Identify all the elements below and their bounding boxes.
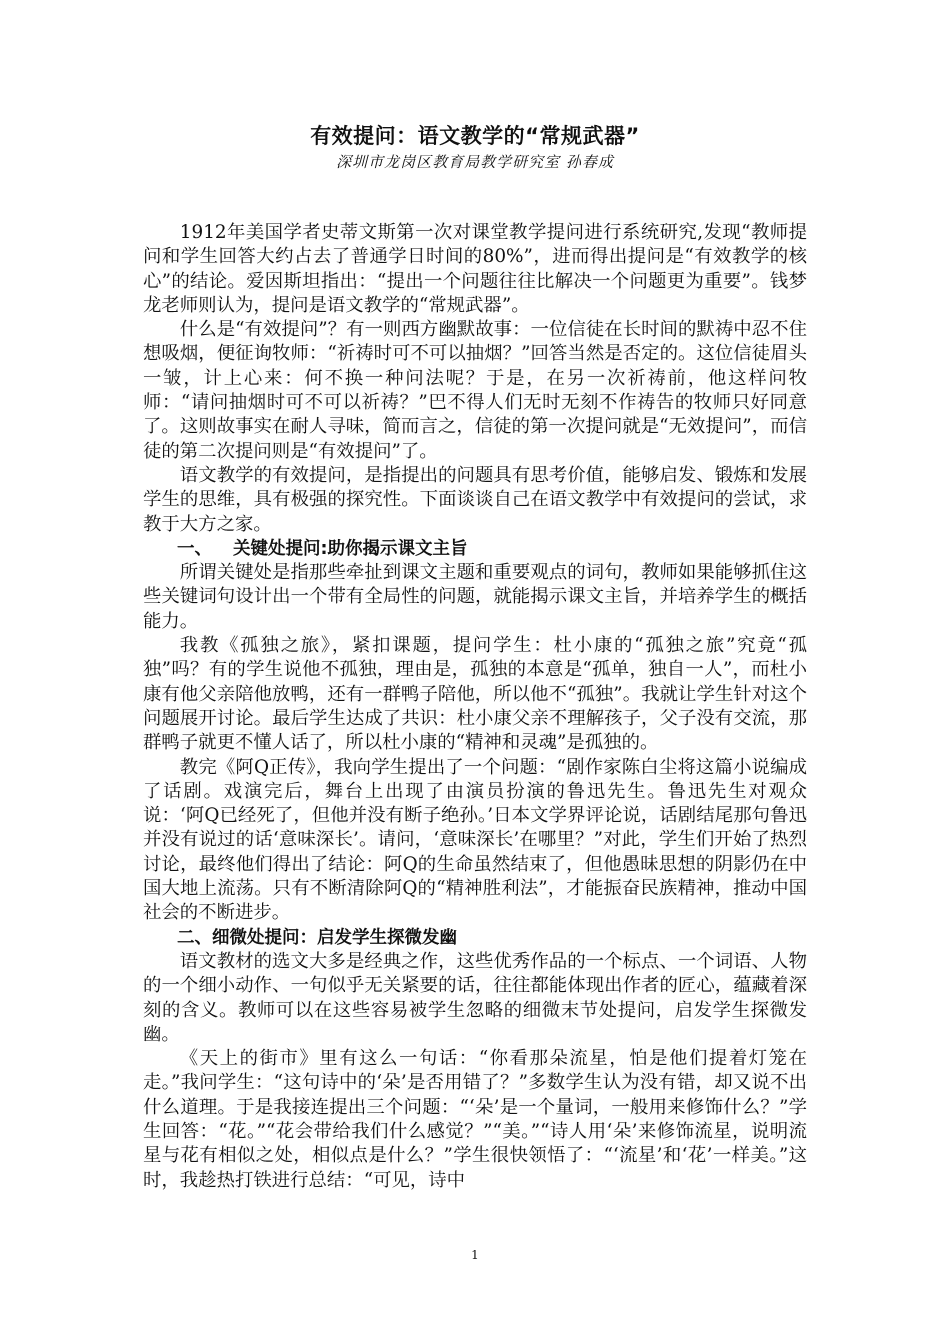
paragraph: 《天上的街市》里有这么一句话：“你看那朵流星，怕是他们提着灯笼在走。”我问学生：“这句诗中的‘朵’是否用错了？”多数学生认为没有错，却又说不出什么道理。于是我接连提出三个问题：“‘朵’是一个量词，一般用来修饰什么？”学生回答：“花。”“花会带给我们什么感觉？”“美。”“诗人用‘朵’来修饰流星，说明流星与花有相似之处，相似点是什么？”学生很快领悟了：“‘流星’和‘花’一样美。”这时，我趁热打铁进行总结：“可见，诗中 bbox=[143, 1048, 807, 1191]
paragraph: 我教《孤独之旅》，紧扣课题，提问学生：杜小康的“孤独之旅”究竟“孤独”吗？有的学生说他不孤独，理由是，孤独的本意是“孤单，独自一人”，而杜小康有他父亲陪他放鸭，还有一群鸭子陪他，所以他不“孤独”。我就让学生针对这个问题展开讨论。最后学生达成了共识：杜小康父亲不理解孩子，父子没有交流，那群鸭子就更不懂人话了，所以杜小康的“精神和灵魂”是孤独的。 bbox=[143, 635, 807, 754]
page-number: 1 bbox=[471, 1248, 479, 1262]
section-number: 一、 bbox=[177, 538, 212, 559]
section-heading-2: 二、细微处提问：启发学生探微发幽 bbox=[177, 927, 457, 948]
paragraph: 1912年美国学者史蒂文斯第一次对课堂教学提问进行系统研究,发现“教师提问和学生回答大约占去了普通学日时间的80%”，进而得出提问是“有效教学的核心”的结论。爱因斯坦指出：“提出一个问题往往比解决一个问题更为重要”。钱梦龙老师则认为，提问是语文教学的“常规武器”。 bbox=[143, 222, 807, 316]
paragraph: 语文教学的有效提问，是指提出的问题具有思考价值，能够启发、锻炼和发展学生的思维，具有极强的探究性。下面谈谈自己在语文教学中有效提问的尝试，求教于大方之家。 bbox=[143, 464, 807, 535]
document-body bbox=[143, 221, 807, 1193]
paragraph: 所谓关键处是指那些牵扯到课文主题和重要观点的词句，教师如果能够抓住这些关键词句设计出一个带有全局性的问题，就能揭示课文主旨，并培养学生的概括能力。 bbox=[143, 562, 807, 632]
paragraph: 什么是“有效提问”？有一则西方幽默故事：一位信徒在长时间的默祷中忍不住想吸烟，便征询牧师：“祈祷时可不可以抽烟？”回答当然是否定的。这位信徒眉头一皱，计上心来：何不换一种问法呢？于是，在另一次祈祷前，他这样问牧师：“请问抽烟时可不可以祈祷？”巴不得人们无时无刻不作祷告的牧师只好同意了。这则故事实在耐人寻味，简而言之，信徒的第一次提问就是“无效提问”，而信徒的第二次提问则是“有效提问”了。 bbox=[143, 319, 807, 462]
paragraph: 教完《阿Q正传》，我向学生提出了一个问题：“剧作家陈白尘将这篇小说编成了话剧。戏演完后，舞台上出现了由演员扮演的鲁迅先生。鲁迅先生对观众说：‘阿Q已经死了，但他并没有断子绝孙。’日本文学界评论说，话剧结尾那句鲁迅并没有说过的话‘意味深长’。请问，‘意味深长’在哪里？”对此，学生们开始了热烈讨论，最终他们得出了结论：阿Q的生命虽然结束了，但他愚昧思想的阴影仍在中国大地上流荡。只有不断清除阿Q的“精神胜利法”，才能振奋民族精神，推动中国社会的不断进步。 bbox=[143, 756, 807, 924]
author-line: 深圳市龙岗区教育局教学研究室 孙春成 bbox=[336, 153, 614, 171]
section-heading-1 bbox=[143, 537, 807, 561]
paragraph: 语文教材的选文大多是经典之作，这些优秀作品的一个标点、一个词语、人物的一个细小动作、一句似乎无关紧要的话，往往都能体现出作者的匠心，蕴藏着深刻的含义。教师可以在这些容易被学生忽略的细微末节处提问，启发学生探微发幽。 bbox=[143, 950, 807, 1045]
section-title: 关键处提问:助你揭示课文主旨 bbox=[233, 538, 468, 559]
document-title: 有效提问：语文教学的“常规武器” bbox=[310, 124, 640, 148]
